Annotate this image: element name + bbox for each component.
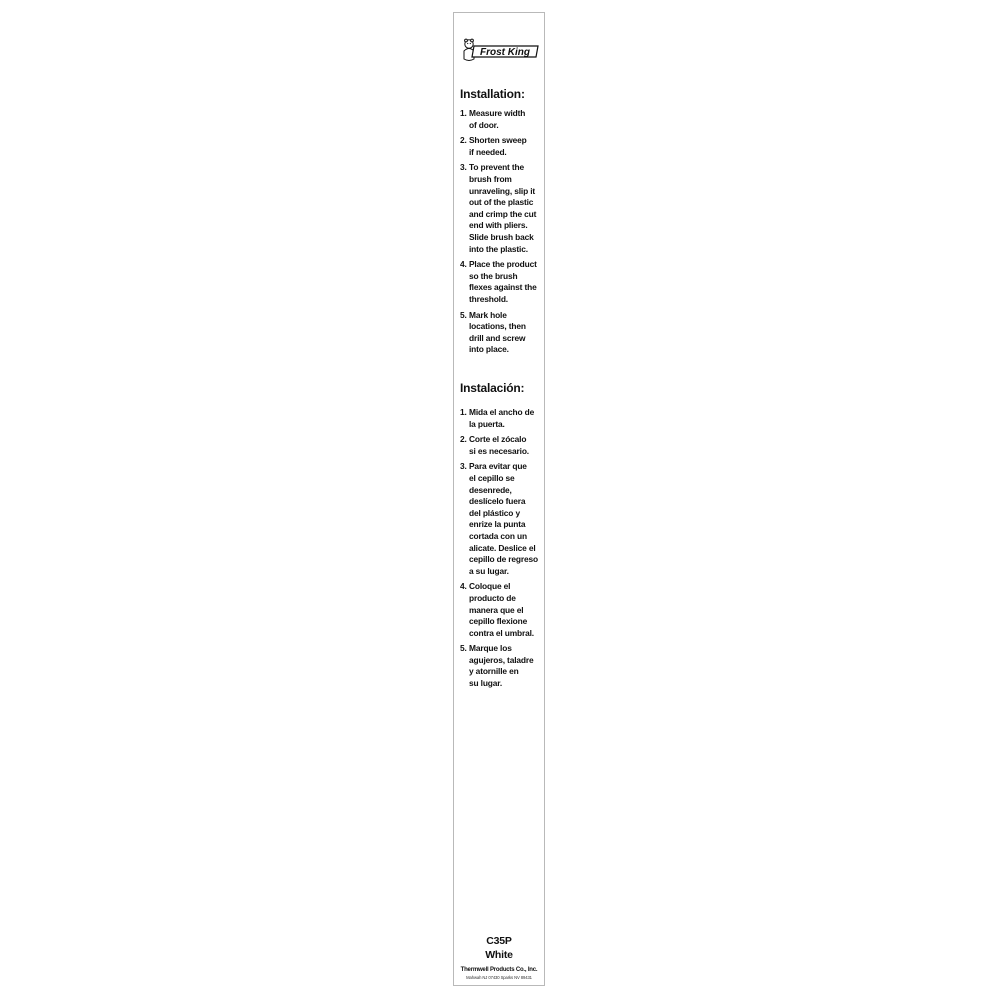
frost-king-logo-icon: [460, 37, 540, 63]
step-text: To prevent the brush from unraveling, slip it out of the plastic and crimp the cut end with pliers. Slide brush back into the plastic.: [469, 162, 537, 254]
installation-steps-spanish: [460, 407, 544, 694]
list-item: 3. Para evitar que el cepillo se desenrede, deslícelo fuera del plástico y enrize la punta cortada con un alicate. Deslice el cepillo de regreso a su lugar.: [460, 461, 544, 577]
brand-logo: [460, 37, 540, 63]
svg-text:Frost King: Frost King: [480, 47, 530, 58]
step-text: Para evitar que el cepillo se desenrede, deslícelo fuera del plástico y enrize la punta cortada con un alicate. Deslice el cepillo de regreso a su lugar.: [469, 461, 538, 576]
installation-steps-english: [460, 108, 544, 360]
list-item: 2. Corte el zócalo si es necesario.: [460, 434, 544, 457]
list-item: 5. Marque los agujeros, taladre y atornille en su lugar.: [460, 643, 544, 689]
step-text: Coloque el producto de manera que el cepillo flexione contra el umbral.: [469, 581, 534, 638]
list-item: 4. Coloque el producto de manera que el cepillo flexione contra el umbral.: [460, 581, 544, 639]
step-text: Mida el ancho de la puerta.: [469, 407, 535, 429]
list-item: 2. Shorten sweep if needed.: [460, 135, 544, 158]
list-item: 3. To prevent the brush from unraveling, slip it out of the plastic and crimp the cut end with pliers. Slide brush back into the plastic.: [460, 162, 544, 255]
company-address: Mahwah NJ 07430 Sparks NV 89431: [466, 975, 532, 980]
list-item: 5. Mark hole locations, then drill and screw into place.: [460, 310, 544, 356]
step-text: Mark hole locations, then drill and screw into place.: [469, 309, 526, 355]
step-text: Place the product so the brush flexes against the threshold.: [469, 259, 537, 304]
installation-title-english: Installation:: [460, 87, 525, 101]
product-color: White: [485, 949, 513, 961]
step-text: Marque los agujeros, taladre y atornille en su lugar.: [469, 643, 534, 689]
product-label-strip: [453, 12, 545, 986]
step-text: Shorten sweep if needed.: [469, 135, 527, 157]
installation-title-spanish: Instalación:: [460, 381, 525, 395]
list-item: 1. Measure width of door.: [460, 108, 544, 131]
step-text: Measure width of door.: [469, 108, 526, 130]
step-text: Corte el zócalo si es necesario.: [469, 434, 529, 456]
list-item: 1. Mida el ancho de la puerta.: [460, 407, 544, 430]
company-name: Thermwell Products Co., Inc.: [460, 967, 538, 973]
list-item: 4. Place the product so the brush flexes against the threshold.: [460, 259, 544, 305]
product-code: C35P: [486, 935, 512, 947]
